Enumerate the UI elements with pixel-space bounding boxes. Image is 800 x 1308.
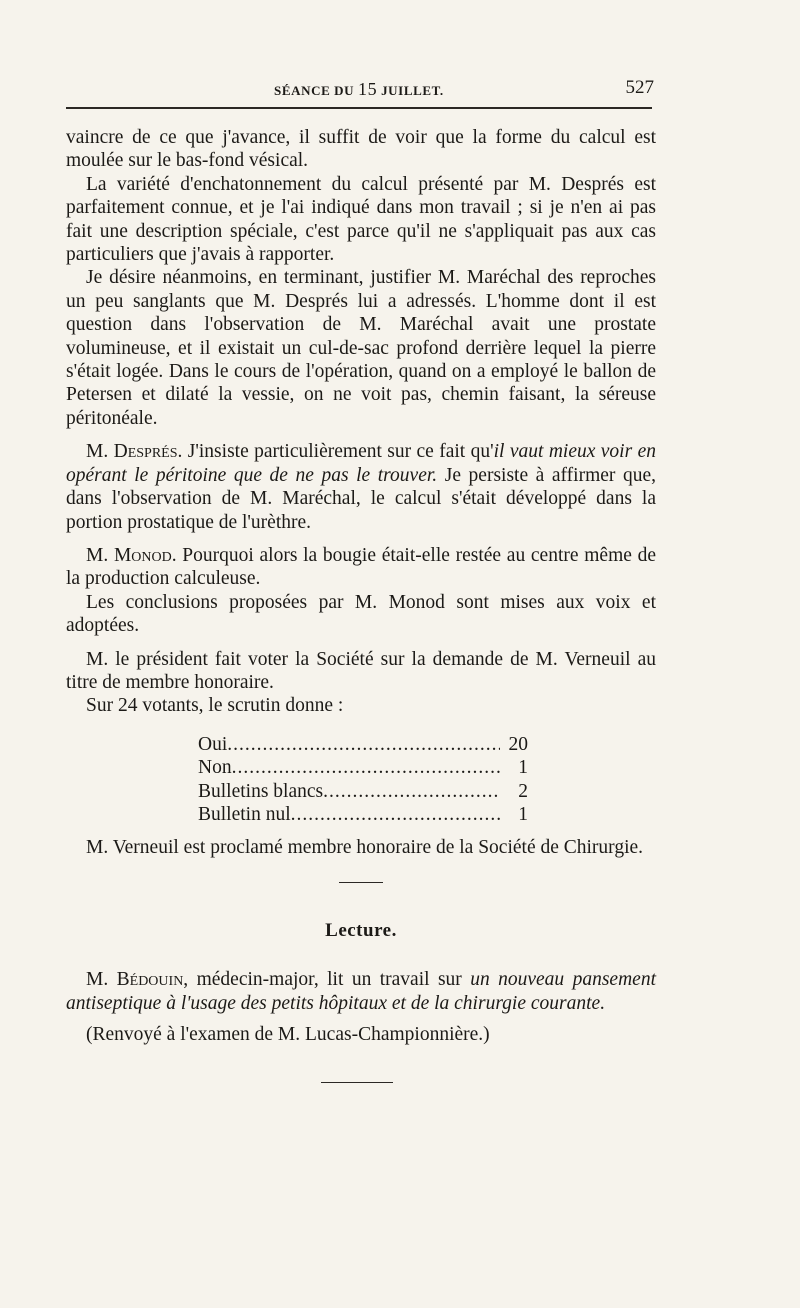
monod-text: Pourquoi alors la bougie était-elle restée au centre même de la production calculeuse. (66, 544, 657, 590)
header-rule (66, 107, 652, 109)
despres-text-1: J'insiste particulièrement sur ce fait qu' (182, 441, 494, 463)
paragraph-monod (66, 544, 656, 591)
despres-italic-quote: il vaut mieux voir en opérant le péritoine que de ne pas le trouver. (66, 441, 656, 486)
paragraph-enchatonnement: La variété d'enchatonnement du calcul présenté par M. Després est parfaitement connue, et je l'ai indiqué dans mon travail ; si je n'en ai pas fait une description spéciale, c'est parce qu'il ne s'appliquait pas aux cas particuliers que j'avais à rapporter. (66, 173, 656, 266)
tally-label: Bulletin nul (198, 803, 291, 825)
running-header (66, 79, 662, 99)
dot-leader (232, 756, 500, 779)
tally-label: Non (198, 757, 232, 779)
tally-value: 1 (518, 803, 528, 825)
section-heading: Lecture. (325, 919, 397, 941)
running-title (274, 79, 444, 100)
paragraph-verneuil-proclaimed: M. Verneuil est proclamé membre honoraire de la Société de Chirurgie. (86, 837, 644, 859)
tally-label: Oui (198, 733, 228, 755)
dot-leader (291, 803, 500, 826)
paragraph-bedouin (66, 968, 656, 1015)
tally-value: 20 (508, 733, 528, 755)
speaker-name-monod: Monod. (113, 544, 177, 566)
tally-row (198, 733, 528, 756)
speaker-prefix: M. (86, 544, 114, 566)
speaker-prefix: M. (86, 969, 117, 991)
end-divider (321, 1082, 393, 1083)
tally-value: 1 (518, 757, 528, 779)
paragraph-continuation: vaincre de ce que j'avance, il suffit de voir que la forme du calcul est moulée sur le bas-fond vésical. (66, 127, 656, 172)
page-body (66, 126, 656, 1083)
tally-row (198, 803, 528, 826)
paragraph-marechal-defense: Je désire néanmoins, en terminant, justifier M. Maréchal des reproches un peu sanglants que M. Després lui a adressés. L'homme dont il est question dans l'observation de M. Maréchal avait une prostate volumineuse, et il existait un cul-de-sac profond derrière lequel la pierre s'était logée. Dans le cours de l'opération, quand on a employé le ballon de Petersen et dilaté la vessie, on ne voit pas, chemin faisant, la séreuse péritonéale. (66, 267, 656, 429)
bedouin-italic-title: un nouveau pansement antiseptique à l'usage des petits hôpitaux et de la chirurgie courante. (66, 969, 656, 1014)
page-number: 527 (625, 77, 654, 98)
paragraph-vote-request: M. le président fait voter la Société sur la demande de M. Verneuil au titre de membre honoraire. (66, 648, 656, 693)
running-title-part1: SÉANCE DU (274, 83, 359, 98)
tally-value: 2 (518, 780, 528, 802)
tally-row (198, 756, 528, 779)
paragraph-conclusions: Les conclusions proposées par M. Monod sont mises aux voix et adoptées. (66, 591, 656, 637)
paragraph-despres (66, 440, 656, 534)
dot-leader (227, 733, 500, 756)
tally-label: Bulletins blancs (198, 780, 324, 802)
paragraph-vote-count: Sur 24 votants, le scrutin donne : (86, 695, 344, 717)
bedouin-text: médecin-major, lit un travail sur (188, 969, 471, 991)
tally-row (198, 780, 528, 803)
paragraph-referral: (Renvoyé à l'examen de M. Lucas-Championnière.) (86, 1023, 490, 1045)
speaker-name-bedouin: Bédouin, (116, 969, 189, 991)
section-divider (339, 882, 383, 883)
despres-text-2: Je persiste à affirmer que, dans l'observation de M. Maréchal, le calcul s'était développé dans la portion prostatique de l'urèthre. (66, 464, 656, 533)
running-title-day: 15 (358, 79, 378, 99)
running-title-part2: JUILLET. (377, 83, 444, 98)
speaker-name-despres: Després. (113, 441, 183, 463)
speaker-prefix: M. (86, 441, 114, 463)
vote-tally (198, 733, 528, 827)
dot-leader (323, 780, 500, 803)
